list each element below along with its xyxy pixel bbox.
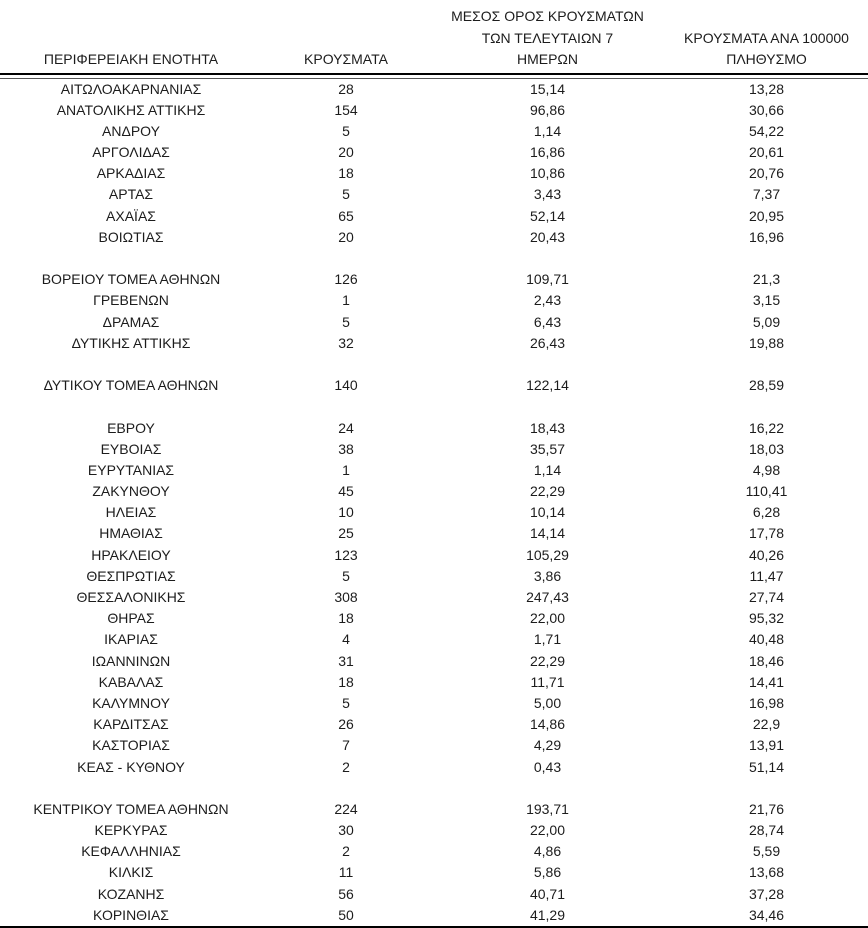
avg7-cell: 10,14 bbox=[529, 504, 566, 521]
per100k-cell: 20,95 bbox=[748, 207, 785, 224]
table-row bbox=[0, 375, 868, 396]
cases-cell: 24 bbox=[338, 419, 354, 436]
table-row bbox=[0, 651, 868, 672]
cases-cell: 4 bbox=[342, 631, 350, 648]
per100k-cell: 5,09 bbox=[752, 313, 781, 330]
per100k-cell: 95,32 bbox=[748, 610, 785, 627]
avg7-cell: 1,71 bbox=[533, 631, 562, 648]
cases-cell: 56 bbox=[338, 885, 354, 902]
region-name-cell: ΚΕΡΚΥΡΑΣ bbox=[94, 822, 168, 839]
table-row bbox=[0, 418, 868, 439]
avg7-cell: 10,86 bbox=[529, 165, 566, 182]
cases-cell: 140 bbox=[334, 377, 358, 394]
cases-cell: 45 bbox=[338, 483, 354, 500]
avg7-cell: 0,43 bbox=[533, 758, 562, 775]
avg7-cell: 96,86 bbox=[529, 101, 566, 118]
region-name-cell: ΓΡΕΒΕΝΩΝ bbox=[93, 292, 169, 309]
table-row bbox=[0, 79, 868, 100]
cases-cell: 123 bbox=[334, 546, 358, 563]
region-name-cell: ΒΟΙΩΤΙΑΣ bbox=[98, 228, 164, 245]
per100k-cell: 30,66 bbox=[748, 101, 785, 118]
column-header-avg7 bbox=[430, 6, 665, 71]
per100k-cell: 51,14 bbox=[748, 758, 785, 775]
cases-cell: 11 bbox=[338, 864, 354, 881]
table-row bbox=[0, 799, 868, 820]
cases-cell: 20 bbox=[338, 144, 354, 161]
table-row bbox=[0, 142, 868, 163]
avg7-cell: 122,14 bbox=[526, 377, 569, 394]
region-name-cell: ΚΕΑΣ - ΚΥΘΝΟΥ bbox=[77, 758, 185, 775]
avg7-cell: 14,14 bbox=[529, 525, 566, 542]
avg7-cell: 22,29 bbox=[529, 483, 566, 500]
table-body bbox=[0, 79, 868, 927]
avg7-cell: 22,00 bbox=[529, 610, 566, 627]
avg7-cell: 3,86 bbox=[533, 567, 562, 584]
cases-cell: 2 bbox=[342, 758, 350, 775]
cases-cell: 154 bbox=[334, 101, 358, 118]
table-row bbox=[0, 502, 868, 523]
per100k-cell: 16,98 bbox=[748, 694, 785, 711]
region-name-cell: ΙΚΑΡΙΑΣ bbox=[104, 631, 158, 648]
per100k-cell: 6,28 bbox=[752, 504, 781, 521]
region-name-cell: ΑΙΤΩΛΟΑΚΑΡΝΑΝΙΑΣ bbox=[60, 80, 202, 97]
avg7-cell: 16,86 bbox=[529, 144, 566, 161]
section-spacer-row bbox=[0, 354, 868, 375]
avg7-cell: 22,00 bbox=[529, 822, 566, 839]
region-name-cell: ΘΗΡΑΣ bbox=[107, 610, 155, 627]
table-row bbox=[0, 905, 868, 926]
per100k-cell: 7,37 bbox=[752, 186, 781, 203]
region-name-cell: ΗΛΕΙΑΣ bbox=[105, 504, 157, 521]
per100k-cell: 17,78 bbox=[748, 525, 785, 542]
avg7-cell: 14,86 bbox=[529, 716, 566, 733]
avg7-cell: 18,43 bbox=[529, 419, 566, 436]
avg7-cell: 22,29 bbox=[529, 652, 566, 669]
avg7-cell: 5,00 bbox=[533, 694, 562, 711]
region-name-cell: ΚΕΝΤΡΙΚΟΥ ΤΟΜΕΑ ΑΘΗΝΩΝ bbox=[33, 800, 229, 817]
cases-cell: 308 bbox=[334, 589, 358, 605]
region-name-cell: ΖΑΚΥΝΘΟΥ bbox=[92, 483, 170, 500]
per100k-cell: 37,28 bbox=[748, 885, 785, 902]
region-name-cell: ΚΑΡΔΙΤΣΑΣ bbox=[93, 716, 169, 733]
cases-cell: 50 bbox=[338, 906, 354, 923]
per100k-cell: 18,46 bbox=[748, 652, 785, 669]
table-row bbox=[0, 269, 868, 290]
avg7-cell: 41,29 bbox=[529, 906, 566, 923]
per100k-cell: 54,22 bbox=[748, 122, 785, 139]
table-row bbox=[0, 312, 868, 333]
per100k-cell: 34,46 bbox=[748, 906, 785, 923]
cases-cell: 18 bbox=[338, 610, 354, 627]
region-name-cell: ΔΥΤΙΚΗΣ ΑΤΤΙΚΗΣ bbox=[71, 334, 191, 351]
avg7-cell: 3,43 bbox=[533, 186, 562, 203]
region-name-cell: ΘΕΣΠΡΩΤΙΑΣ bbox=[86, 567, 176, 584]
cases-cell: 31 bbox=[338, 652, 354, 669]
column-header-per100k bbox=[665, 28, 868, 71]
per100k-cell: 28,74 bbox=[748, 822, 785, 839]
avg7-cell: 11,71 bbox=[530, 673, 565, 690]
avg7-cell: 4,29 bbox=[533, 737, 562, 754]
cases-cell: 10 bbox=[338, 504, 354, 521]
table-row bbox=[0, 206, 868, 227]
region-name-cell: ΚΕΦΑΛΛΗΝΙΑΣ bbox=[81, 843, 181, 860]
cases-cell: 28 bbox=[338, 80, 354, 97]
avg7-cell: 193,71 bbox=[526, 800, 569, 817]
column-header-avg7-line1: ΜΕΣΟΣ ΟΡΟΣ ΚΡΟΥΣΜΑΤΩΝ bbox=[451, 8, 644, 24]
cases-cell: 2 bbox=[342, 843, 350, 860]
cases-cell: 5 bbox=[342, 313, 350, 330]
region-name-cell: ΔΥΤΙΚΟΥ ΤΟΜΕΑ ΑΘΗΝΩΝ bbox=[43, 377, 219, 394]
table-row bbox=[0, 587, 868, 608]
per100k-cell: 19,88 bbox=[748, 334, 785, 351]
region-name-cell: ΚΑΣΤΟΡΙΑΣ bbox=[92, 737, 170, 754]
table-row bbox=[0, 163, 868, 184]
avg7-cell: 247,43 bbox=[526, 589, 569, 605]
cases-cell: 5 bbox=[342, 694, 350, 711]
avg7-cell: 109,71 bbox=[526, 271, 569, 288]
table-row bbox=[0, 820, 868, 841]
per100k-cell: 16,96 bbox=[748, 228, 785, 245]
avg7-cell: 2,43 bbox=[533, 292, 562, 309]
region-name-cell: ΚΙΛΚΙΣ bbox=[108, 864, 154, 881]
region-name-cell: ΘΕΣΣΑΛΟΝΙΚΗΣ bbox=[76, 589, 186, 605]
per100k-cell: 16,22 bbox=[748, 419, 785, 436]
table-row bbox=[0, 884, 868, 905]
table-row bbox=[0, 184, 868, 205]
table-row bbox=[0, 100, 868, 121]
table-row bbox=[0, 523, 868, 544]
cases-cell: 5 bbox=[342, 567, 350, 584]
avg7-cell: 6,43 bbox=[533, 313, 562, 330]
region-name-cell: ΚΟΖΑΝΗΣ bbox=[97, 885, 165, 902]
cases-cell: 126 bbox=[334, 271, 358, 288]
cases-cell: 25 bbox=[338, 525, 354, 542]
region-name-cell: ΚΟΡΙΝΘΙΑΣ bbox=[93, 906, 169, 923]
per100k-cell: 22,9 bbox=[752, 716, 781, 733]
table-header bbox=[0, 0, 868, 71]
column-header-cases-label: ΚΡΟΥΣΜΑΤΑ bbox=[304, 51, 388, 67]
per100k-cell: 14,41 bbox=[748, 673, 785, 690]
cases-cell: 18 bbox=[338, 165, 354, 182]
per100k-cell: 40,48 bbox=[748, 631, 785, 648]
cases-cell: 32 bbox=[338, 334, 354, 351]
region-name-cell: ΕΥΡΥΤΑΝΙΑΣ bbox=[87, 461, 175, 478]
table-row bbox=[0, 333, 868, 354]
cases-cell: 26 bbox=[338, 716, 354, 733]
table-row bbox=[0, 693, 868, 714]
avg7-cell: 1,14 bbox=[533, 461, 562, 478]
cases-cell: 1 bbox=[342, 461, 350, 478]
region-name-cell: ΗΜΑΘΙΑΣ bbox=[99, 525, 163, 542]
avg7-cell: 52,14 bbox=[529, 207, 566, 224]
column-header-per100k-line2: ΠΛΗΘΥΣΜΟ bbox=[726, 51, 807, 67]
cases-cell: 18 bbox=[338, 673, 354, 690]
table-row bbox=[0, 566, 868, 587]
cases-cell: 20 bbox=[338, 228, 354, 245]
per100k-cell: 13,28 bbox=[748, 80, 785, 97]
table-row bbox=[0, 672, 868, 693]
region-name-cell: ΑΝΑΤΟΛΙΚΗΣ ΑΤΤΙΚΗΣ bbox=[56, 101, 206, 118]
region-name-cell: ΑΡΚΑΔΙΑΣ bbox=[96, 165, 166, 182]
table-row bbox=[0, 121, 868, 142]
table-row bbox=[0, 735, 868, 756]
cases-cell: 7 bbox=[342, 737, 350, 754]
cases-cell: 65 bbox=[338, 207, 354, 224]
per100k-cell: 110,41 bbox=[745, 483, 788, 500]
section-spacer-row bbox=[0, 248, 868, 269]
per100k-cell: 13,68 bbox=[748, 864, 785, 881]
table-row bbox=[0, 439, 868, 460]
table-row bbox=[0, 227, 868, 248]
table-row bbox=[0, 757, 868, 778]
region-name-cell: ΚΑΒΑΛΑΣ bbox=[98, 673, 164, 690]
table-row bbox=[0, 290, 868, 311]
avg7-cell: 105,29 bbox=[526, 546, 569, 563]
cases-cell: 224 bbox=[334, 800, 358, 817]
section-spacer-row bbox=[0, 396, 868, 417]
table-row bbox=[0, 862, 868, 883]
avg7-cell: 35,57 bbox=[529, 440, 566, 457]
table-row bbox=[0, 481, 868, 502]
cases-cell: 38 bbox=[338, 440, 354, 457]
per100k-cell: 28,59 bbox=[748, 377, 785, 394]
region-name-cell: ΗΡΑΚΛΕΙΟΥ bbox=[91, 546, 171, 563]
column-header-per100k-line1: ΚΡΟΥΣΜΑΤΑ ΑΝΑ 100000 bbox=[684, 29, 849, 46]
per100k-cell: 21,76 bbox=[748, 800, 785, 817]
per100k-cell: 13,91 bbox=[748, 737, 785, 754]
region-name-cell: ΑΧΑΪΑΣ bbox=[106, 207, 156, 224]
avg7-cell: 40,71 bbox=[529, 885, 566, 902]
avg7-cell: 15,14 bbox=[529, 80, 566, 97]
per100k-cell: 27,74 bbox=[748, 589, 785, 605]
avg7-cell: 4,86 bbox=[533, 843, 562, 860]
per100k-cell: 3,15 bbox=[752, 292, 781, 309]
column-header-avg7-line3: ΗΜΕΡΩΝ bbox=[516, 51, 579, 67]
table-row bbox=[0, 545, 868, 566]
cases-cell: 5 bbox=[342, 186, 350, 203]
avg7-cell: 5,86 bbox=[533, 864, 562, 881]
column-header-cases bbox=[262, 49, 430, 71]
region-name-cell: ΕΥΒΟΙΑΣ bbox=[100, 440, 162, 457]
avg7-cell: 26,43 bbox=[529, 334, 566, 351]
table-row bbox=[0, 460, 868, 481]
table-row bbox=[0, 608, 868, 629]
per100k-cell: 4,98 bbox=[752, 461, 781, 478]
section-spacer-row bbox=[0, 778, 868, 799]
region-name-cell: ΚΑΛΥΜΝΟΥ bbox=[92, 694, 170, 711]
per100k-cell: 20,61 bbox=[748, 144, 785, 161]
region-name-cell: ΑΝΔΡΟΥ bbox=[102, 122, 160, 139]
region-name-cell: ΑΡΓΟΛΙΔΑΣ bbox=[92, 144, 170, 161]
per100k-cell: 40,26 bbox=[748, 546, 785, 563]
per100k-cell: 11,47 bbox=[749, 567, 784, 584]
table-row bbox=[0, 714, 868, 735]
per100k-cell: 20,76 bbox=[748, 165, 785, 182]
region-name-cell: ΔΡΑΜΑΣ bbox=[102, 313, 160, 330]
region-name-cell: ΒΟΡΕΙΟΥ ΤΟΜΕΑ ΑΘΗΝΩΝ bbox=[41, 271, 221, 288]
column-header-avg7-line2: ΤΩΝ ΤΕΛΕΥΤΑΙΩΝ 7 bbox=[481, 29, 614, 46]
avg7-cell: 1,14 bbox=[533, 122, 562, 139]
per100k-cell: 18,03 bbox=[748, 440, 785, 457]
cases-cell: 1 bbox=[342, 292, 350, 309]
region-name-cell: ΙΩΑΝΝΙΝΩΝ bbox=[91, 652, 171, 669]
region-name-cell: ΑΡΤΑΣ bbox=[108, 186, 154, 203]
column-header-region bbox=[0, 49, 262, 71]
region-name-cell: ΕΒΡΟΥ bbox=[107, 419, 155, 436]
per100k-cell: 5,59 bbox=[752, 843, 781, 860]
column-header-region-label: ΠΕΡΙΦΕΡΕΙΑΚΗ ΕΝΟΤΗΤΑ bbox=[43, 51, 219, 67]
per100k-cell: 21,3 bbox=[752, 271, 781, 288]
cases-cell: 5 bbox=[342, 122, 350, 139]
table-row bbox=[0, 841, 868, 862]
avg7-cell: 20,43 bbox=[529, 228, 566, 245]
cases-cell: 30 bbox=[338, 822, 354, 839]
table-row bbox=[0, 629, 868, 650]
